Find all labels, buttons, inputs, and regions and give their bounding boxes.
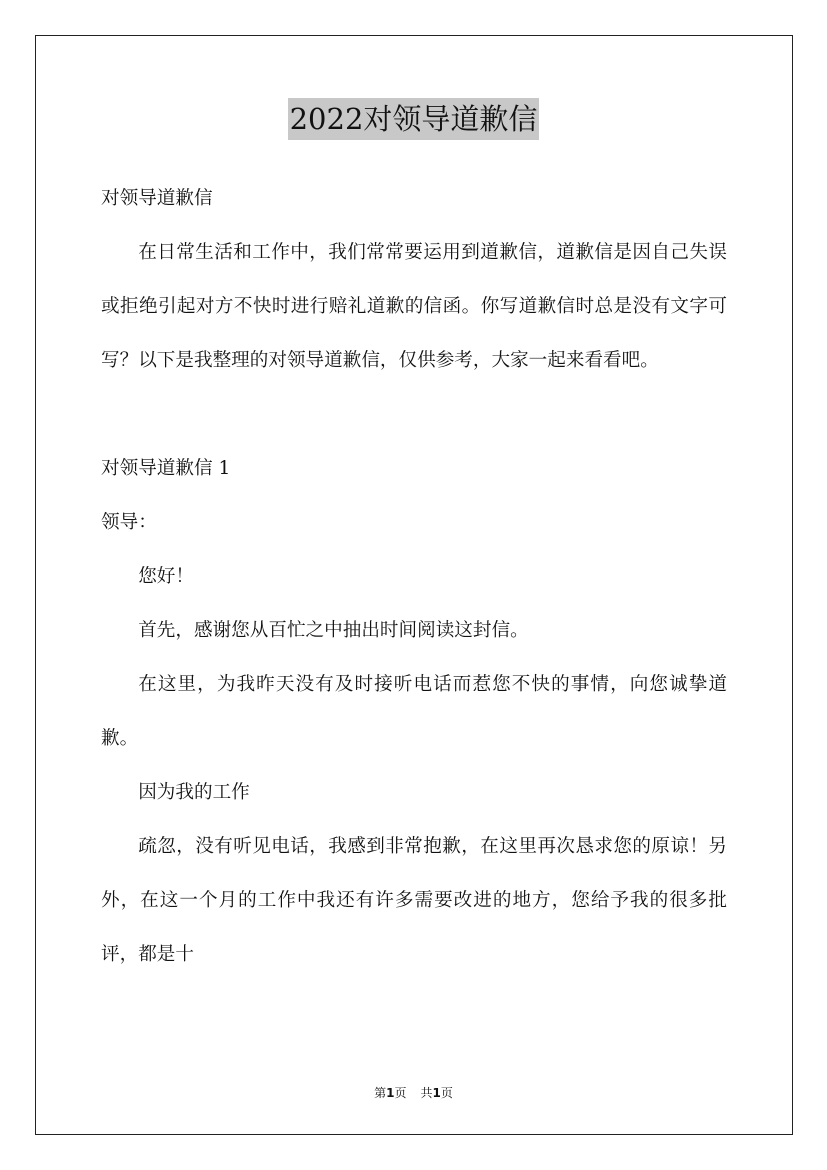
title-container (0, 98, 827, 140)
document-body (101, 172, 727, 982)
document-title[interactable]: 2022对领导道歉信 (288, 98, 540, 140)
footer-page-prefix: 第 (374, 1086, 387, 1100)
footer-total-prefix: 共 (420, 1086, 433, 1100)
paragraph-thanks[interactable]: 首先，感谢您从百忙之中抽出时间阅读这封信。 (138, 620, 529, 641)
paragraph-salutation[interactable]: 领导： (101, 512, 157, 533)
paragraph-intro[interactable]: 在日常生活和工作中，我们常常要运用到道歉信，道歉信是因自己失误或拒绝引起对方不快时进行赔礼道歉的信函。你写道歉信时总是没有文字可写？以下是我整理的对领导道歉信，仅供参考，大家一起来看看吧。 (101, 242, 727, 371)
paragraph-letter-title[interactable]: 对领导道歉信 1 (101, 458, 231, 479)
paragraph-detail[interactable]: 疏忽，没有听见电话，我感到非常抱歉，在这里再次恳求您的原谅！另外，在这一个月的工作中我还有许多需要改进的地方，您给予我的很多批评，都是十 (101, 836, 727, 965)
paragraph-gap (101, 388, 727, 442)
page-footer (0, 1084, 827, 1101)
footer-total-suffix: 页 (440, 1086, 453, 1100)
paragraph-heading[interactable]: 对领导道歉信 (101, 188, 213, 209)
paragraph-reason[interactable]: 因为我的工作 (138, 782, 250, 803)
footer-total-number: 1 (432, 1086, 441, 1100)
footer-page-number: 1 (386, 1086, 395, 1100)
footer-page-suffix: 页 (394, 1086, 407, 1100)
paragraph-greeting[interactable]: 您好！ (138, 566, 194, 587)
paragraph-apology[interactable]: 在这里，为我昨天没有及时接听电话而惹您不快的事情，向您诚挚道歉。 (101, 674, 727, 749)
